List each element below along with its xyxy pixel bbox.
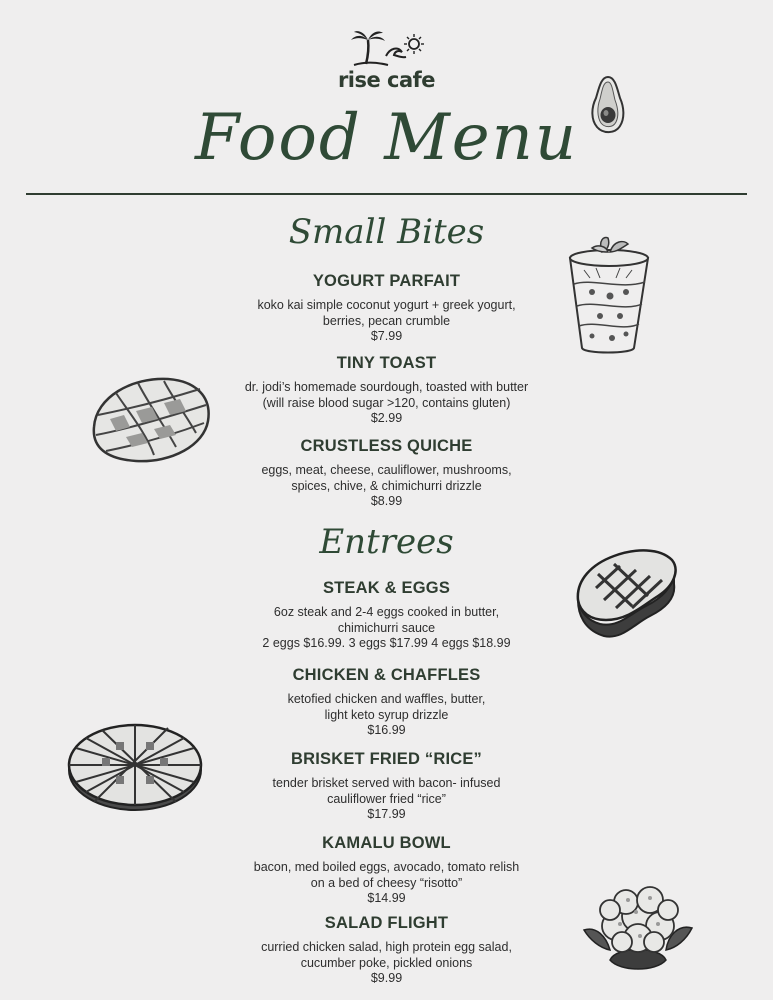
menu-title: Food Menu bbox=[194, 101, 579, 175]
item-price: 2 eggs $16.99. 3 eggs $17.99 4 eggs $18.99 bbox=[262, 636, 511, 650]
item-name: TINY TOAST bbox=[336, 354, 437, 372]
item-description: cauliflower fried “rice” bbox=[327, 791, 446, 806]
item-description: on a bed of cheesy “risotto” bbox=[310, 875, 463, 890]
palm-tree-sun-wave-icon bbox=[342, 28, 432, 68]
brand-logo bbox=[0, 28, 773, 92]
item-description: spices, chive, & chimichurri drizzle bbox=[291, 478, 482, 493]
item-description: (will raise blood sugar >120, contains gluten) bbox=[262, 395, 511, 410]
title-divider bbox=[26, 193, 747, 195]
steak-icon bbox=[574, 544, 680, 644]
item-name: SALAD FLIGHT bbox=[324, 914, 449, 932]
item-name: CRUSTLESS QUICHE bbox=[300, 437, 473, 455]
item-name: STEAK & EGGS bbox=[322, 579, 451, 597]
section-title-entrees: Entrees bbox=[319, 522, 454, 562]
item-description: curried chicken salad, high protein egg salad, bbox=[261, 940, 512, 954]
item-description: light keto syrup drizzle bbox=[324, 707, 449, 722]
item-price: $14.99 bbox=[367, 891, 406, 905]
item-description: cucumber poke, pickled onions bbox=[300, 955, 473, 970]
item-price: $8.99 bbox=[370, 494, 403, 508]
item-description: ketofied chicken and waffles, butter, bbox=[287, 692, 486, 706]
item-name: YOGURT PARFAIT bbox=[312, 272, 461, 290]
parfait-glass-icon bbox=[562, 234, 656, 358]
item-description: bacon, med boiled eggs, avocado, tomato relish bbox=[253, 860, 520, 874]
item-name: KAMALU BOWL bbox=[322, 834, 451, 852]
cauliflower-icon bbox=[580, 880, 696, 972]
item-description: eggs, meat, cheese, cauliflower, mushrooms, bbox=[261, 463, 512, 477]
waffle-icon bbox=[66, 720, 204, 814]
brand-name: rise cafe bbox=[337, 68, 436, 92]
item-price: $7.99 bbox=[370, 329, 403, 343]
bread-loaf-icon bbox=[88, 375, 214, 465]
item-price: $16.99 bbox=[367, 723, 406, 737]
item-price: $9.99 bbox=[370, 971, 403, 985]
item-name: BRISKET FRIED “RICE” bbox=[290, 750, 482, 768]
item-description: koko kai simple coconut yogurt + greek yogurt, bbox=[257, 298, 516, 312]
item-price: $17.99 bbox=[367, 807, 406, 821]
item-name: CHICKEN & CHAFFLES bbox=[292, 666, 481, 684]
item-description: tender brisket served with bacon- infused bbox=[272, 776, 501, 790]
section-title-small-bites: Small Bites bbox=[288, 212, 485, 252]
item-price: $2.99 bbox=[370, 411, 403, 425]
item-description: berries, pecan crumble bbox=[322, 313, 451, 328]
item-description: dr. jodi’s homemade sourdough, toasted with butter bbox=[244, 380, 529, 394]
item-description: chimichurri sauce bbox=[337, 620, 436, 635]
menu-item-yogurt-parfait bbox=[0, 271, 773, 345]
item-description: 6oz steak and 2-4 eggs cooked in butter, bbox=[273, 605, 500, 619]
